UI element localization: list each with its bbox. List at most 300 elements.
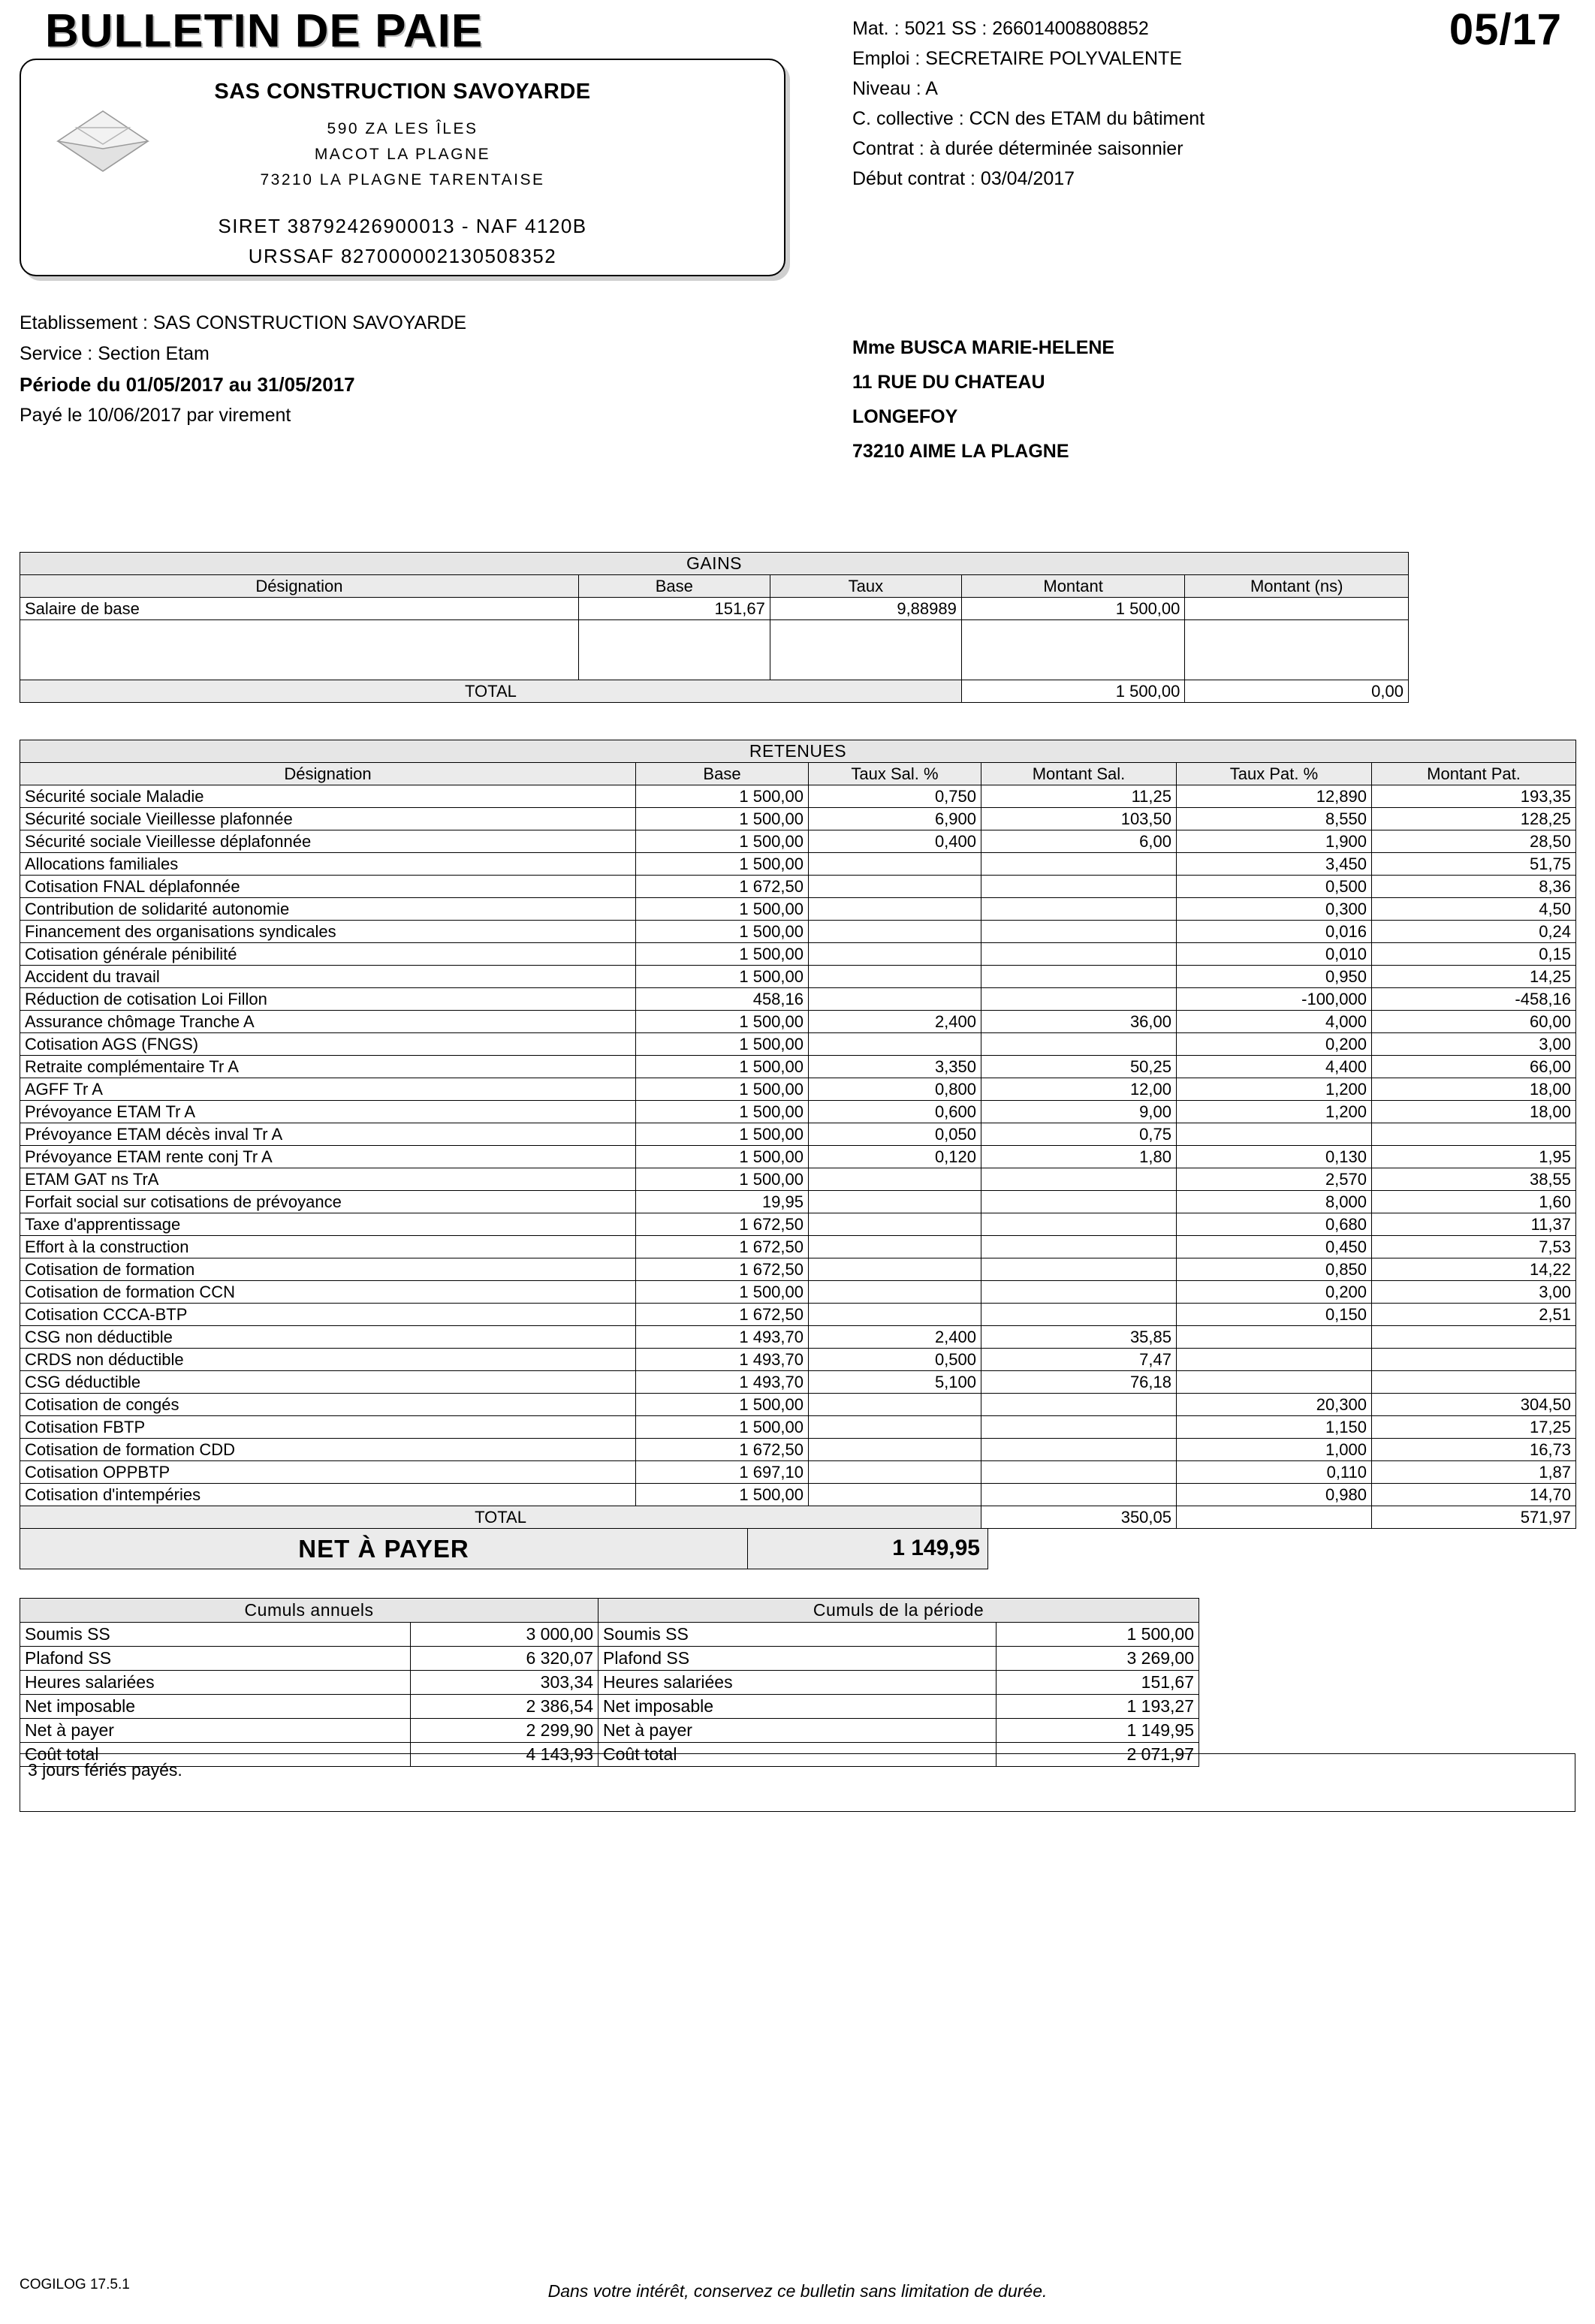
employee-info-line-1: Emploi : SECRETAIRE POLYVALENTE bbox=[852, 48, 1183, 69]
retenues-row-taux-sal: 0,600 bbox=[809, 1101, 981, 1123]
cumuls-annuel-label: Soumis SS bbox=[20, 1623, 411, 1647]
retenues-row-taux-sal bbox=[809, 1394, 981, 1416]
retenues-row-label: Prévoyance ETAM Tr A bbox=[20, 1101, 636, 1123]
gains-total-montant-ns: 0,00 bbox=[1185, 680, 1409, 703]
cumuls-annuel-label: Net imposable bbox=[20, 1695, 411, 1719]
cumuls-annuels-title: Cumuls annuels bbox=[20, 1599, 599, 1623]
retenues-section bbox=[20, 740, 1575, 1569]
retenues-row-base: 1 500,00 bbox=[636, 1033, 809, 1056]
company-urssaf: URSSAF 827000002130508352 bbox=[248, 245, 557, 267]
retenues-row-label: CSG déductible bbox=[20, 1371, 636, 1394]
retenues-row-montant-sal bbox=[981, 1484, 1177, 1506]
cumuls-periode-title: Cumuls de la période bbox=[599, 1599, 1199, 1623]
retenues-row-montant-sal bbox=[981, 1191, 1177, 1213]
establishment-service: Service : Section Etam bbox=[20, 343, 210, 364]
gains-col-montant-ns: Montant (ns) bbox=[1185, 575, 1409, 598]
cumuls-periode-value: 1 193,27 bbox=[996, 1695, 1199, 1719]
retenues-row-taux-sal: 6,900 bbox=[809, 808, 981, 830]
gains-spacer-2 bbox=[578, 620, 770, 680]
retenues-row-label: Cotisation de formation bbox=[20, 1258, 636, 1281]
table-row bbox=[20, 1326, 1576, 1349]
retenues-col-taux-pat: Taux Pat. % bbox=[1177, 763, 1372, 785]
retenues-row-base: 1 500,00 bbox=[636, 898, 809, 921]
retenues-row-taux-pat: 1,200 bbox=[1177, 1078, 1372, 1101]
retenues-row-base: 1 493,70 bbox=[636, 1326, 809, 1349]
retenues-col-base: Base bbox=[636, 763, 809, 785]
table-row bbox=[20, 1695, 1199, 1719]
retenues-row-base: 1 500,00 bbox=[636, 1416, 809, 1439]
retenues-row-label: Cotisation de formation CDD bbox=[20, 1439, 636, 1461]
retenues-row-label: Forfait social sur cotisations de prévoyance bbox=[20, 1191, 636, 1213]
company-siret: SIRET 38792426900013 - NAF 4120B bbox=[218, 215, 587, 237]
gains-spacer-3 bbox=[770, 620, 961, 680]
retenues-total-row bbox=[20, 1506, 1576, 1529]
retenues-row-taux-sal bbox=[809, 1439, 981, 1461]
table-row bbox=[20, 785, 1576, 808]
retenues-row-base: 1 500,00 bbox=[636, 966, 809, 988]
retenues-row-montant-pat: 11,37 bbox=[1372, 1213, 1576, 1236]
cumuls-annuel-value: 2 299,90 bbox=[411, 1719, 599, 1743]
retenues-row-montant-sal bbox=[981, 876, 1177, 898]
cumuls-periode-value: 2 071,97 bbox=[996, 1743, 1199, 1767]
table-row bbox=[20, 966, 1576, 988]
table-row bbox=[20, 1647, 1199, 1671]
retenues-row-base: 19,95 bbox=[636, 1191, 809, 1213]
retenues-row-taux-pat: 0,450 bbox=[1177, 1236, 1372, 1258]
retenues-row-taux-pat: 0,130 bbox=[1177, 1146, 1372, 1168]
retenues-section-title: RETENUES bbox=[20, 740, 1576, 763]
retenues-row-montant-pat: 28,50 bbox=[1372, 830, 1576, 853]
retenues-row-label: Contribution de solidarité autonomie bbox=[20, 898, 636, 921]
retenues-row-taux-pat: -100,000 bbox=[1177, 988, 1372, 1011]
retenues-row-taux-sal: 0,750 bbox=[809, 785, 981, 808]
retenues-row-taux-sal bbox=[809, 1461, 981, 1484]
retenues-row-base: 1 672,50 bbox=[636, 876, 809, 898]
retenues-row-montant-sal bbox=[981, 1213, 1177, 1236]
cumuls-annuel-value: 3 000,00 bbox=[411, 1623, 599, 1647]
establishment-period: Période du 01/05/2017 au 31/05/2017 bbox=[20, 373, 355, 396]
retenues-row-taux-sal: 3,350 bbox=[809, 1056, 981, 1078]
retenues-row-montant-pat: 304,50 bbox=[1372, 1394, 1576, 1416]
retenues-total-pat: 571,97 bbox=[1372, 1506, 1576, 1529]
table-row bbox=[20, 1719, 1199, 1743]
table-row bbox=[20, 1394, 1576, 1416]
retenues-row-base: 1 500,00 bbox=[636, 1011, 809, 1033]
table-row bbox=[20, 1281, 1576, 1304]
retenues-row-montant-pat: 0,15 bbox=[1372, 943, 1576, 966]
retenues-row-montant-sal bbox=[981, 1281, 1177, 1304]
company-box bbox=[20, 59, 785, 276]
retenues-row-taux-pat: 0,150 bbox=[1177, 1304, 1372, 1326]
employee-info-line-4: Contrat : à durée déterminée saisonnier bbox=[852, 138, 1183, 159]
table-row bbox=[20, 898, 1576, 921]
retenues-row-taux-sal: 0,500 bbox=[809, 1349, 981, 1371]
retenues-row-montant-pat: -458,16 bbox=[1372, 988, 1576, 1011]
retenues-row-base: 1 500,00 bbox=[636, 921, 809, 943]
retenues-col-montant-sal: Montant Sal. bbox=[981, 763, 1177, 785]
retenues-row-base: 1 500,00 bbox=[636, 1484, 809, 1506]
retenues-row-montant-sal bbox=[981, 1236, 1177, 1258]
retenues-row-montant-sal bbox=[981, 966, 1177, 988]
cumuls-table bbox=[20, 1598, 1199, 1767]
retenues-row-montant-pat: 17,25 bbox=[1372, 1416, 1576, 1439]
retenues-row-taux-pat bbox=[1177, 1349, 1372, 1371]
gains-section bbox=[20, 552, 1409, 703]
retenues-row-label: Assurance chômage Tranche A bbox=[20, 1011, 636, 1033]
retenues-row-taux-sal bbox=[809, 876, 981, 898]
table-row bbox=[20, 1101, 1576, 1123]
table-row bbox=[20, 921, 1576, 943]
retenues-row-label: Cotisation FNAL déplafonnée bbox=[20, 876, 636, 898]
gains-row-label: Salaire de base bbox=[20, 598, 579, 620]
retenues-row-base: 1 500,00 bbox=[636, 943, 809, 966]
table-row bbox=[20, 1123, 1576, 1146]
table-row bbox=[20, 1304, 1576, 1326]
retenues-col-designation: Désignation bbox=[20, 763, 636, 785]
retenues-row-montant-sal: 103,50 bbox=[981, 808, 1177, 830]
retenues-row-base: 1 697,10 bbox=[636, 1461, 809, 1484]
retenues-row-montant-pat: 14,22 bbox=[1372, 1258, 1576, 1281]
retenues-row-montant-pat: 18,00 bbox=[1372, 1101, 1576, 1123]
company-address-line2: MACOT LA PLAGNE bbox=[314, 146, 491, 163]
employee-contract-info bbox=[852, 14, 1205, 194]
table-row bbox=[20, 1461, 1576, 1484]
cumuls-body bbox=[20, 1623, 1199, 1767]
cumuls-annuel-label: Heures salariées bbox=[20, 1671, 411, 1695]
retenues-row-taux-pat: 20,300 bbox=[1177, 1394, 1372, 1416]
footer-legal-notice: Dans votre intérêt, conservez ce bulletin sans limitation de durée. bbox=[547, 2281, 1048, 2301]
retenues-row-montant-sal: 0,75 bbox=[981, 1123, 1177, 1146]
retenues-row-montant-pat: 1,60 bbox=[1372, 1191, 1576, 1213]
table-row bbox=[20, 988, 1576, 1011]
retenues-row-montant-pat: 193,35 bbox=[1372, 785, 1576, 808]
retenues-row-montant-sal bbox=[981, 1168, 1177, 1191]
retenues-row-base: 1 500,00 bbox=[636, 1123, 809, 1146]
table-row bbox=[20, 1484, 1576, 1506]
retenues-body bbox=[20, 785, 1576, 1506]
retenues-row-taux-sal bbox=[809, 966, 981, 988]
cumuls-annuel-label: Plafond SS bbox=[20, 1647, 411, 1671]
retenues-row-montant-sal bbox=[981, 898, 1177, 921]
cumuls-periode-label: Net à payer bbox=[599, 1719, 996, 1743]
table-row bbox=[20, 1033, 1576, 1056]
retenues-row-base: 1 672,50 bbox=[636, 1439, 809, 1461]
cumuls-periode-value: 1 149,95 bbox=[996, 1719, 1199, 1743]
retenues-row-base: 1 500,00 bbox=[636, 853, 809, 876]
retenues-row-taux-sal: 5,100 bbox=[809, 1371, 981, 1394]
table-row-spacer bbox=[20, 620, 1409, 680]
cumuls-periode-value: 1 500,00 bbox=[996, 1623, 1199, 1647]
retenues-row-label: Cotisation AGS (FNGS) bbox=[20, 1033, 636, 1056]
retenues-row-montant-pat: 38,55 bbox=[1372, 1168, 1576, 1191]
retenues-row-label: Retraite complémentaire Tr A bbox=[20, 1056, 636, 1078]
retenues-row-taux-sal bbox=[809, 853, 981, 876]
retenues-row-base: 1 500,00 bbox=[636, 1101, 809, 1123]
retenues-col-montant-pat: Montant Pat. bbox=[1372, 763, 1576, 785]
retenues-row-montant-sal bbox=[981, 1461, 1177, 1484]
retenues-row-base: 1 500,00 bbox=[636, 1056, 809, 1078]
retenues-total-blank bbox=[1177, 1506, 1372, 1529]
cumuls-periode-label: Plafond SS bbox=[599, 1647, 996, 1671]
table-row bbox=[20, 1146, 1576, 1168]
retenues-row-base: 1 672,50 bbox=[636, 1304, 809, 1326]
retenues-row-base: 1 672,50 bbox=[636, 1258, 809, 1281]
retenues-row-base: 1 493,70 bbox=[636, 1371, 809, 1394]
retenues-row-montant-sal: 7,47 bbox=[981, 1349, 1177, 1371]
retenues-row-taux-sal bbox=[809, 988, 981, 1011]
retenues-row-taux-sal bbox=[809, 1484, 981, 1506]
net-to-pay-value: 1 149,95 bbox=[747, 1529, 987, 1569]
retenues-row-taux-pat: 0,200 bbox=[1177, 1033, 1372, 1056]
cumuls-periode-label: Soumis SS bbox=[599, 1623, 996, 1647]
cumuls-periode-label: Heures salariées bbox=[599, 1671, 996, 1695]
recipient-name: Mme BUSCA MARIE-HELENE bbox=[852, 337, 1115, 358]
establishment-block bbox=[20, 308, 466, 431]
retenues-row-taux-pat: 0,680 bbox=[1177, 1213, 1372, 1236]
retenues-row-base: 1 493,70 bbox=[636, 1349, 809, 1371]
table-row bbox=[20, 1439, 1576, 1461]
retenues-row-base: 458,16 bbox=[636, 988, 809, 1011]
gains-col-taux: Taux bbox=[770, 575, 961, 598]
retenues-row-montant-pat: 3,00 bbox=[1372, 1033, 1576, 1056]
recipient-city: 73210 AIME LA PLAGNE bbox=[852, 441, 1069, 462]
table-row bbox=[20, 1078, 1576, 1101]
retenues-row-label: ETAM GAT ns TrA bbox=[20, 1168, 636, 1191]
retenues-row-montant-sal bbox=[981, 1304, 1177, 1326]
retenues-row-taux-pat bbox=[1177, 1371, 1372, 1394]
table-row bbox=[20, 1191, 1576, 1213]
retenues-row-base: 1 500,00 bbox=[636, 1146, 809, 1168]
retenues-row-taux-pat: 3,450 bbox=[1177, 853, 1372, 876]
cumuls-periode-value: 3 269,00 bbox=[996, 1647, 1199, 1671]
note-box: 3 jours fériés payés. bbox=[20, 1753, 1575, 1812]
retenues-row-taux-sal: 2,400 bbox=[809, 1326, 981, 1349]
gains-total-montant: 1 500,00 bbox=[961, 680, 1185, 703]
table-row bbox=[20, 1623, 1199, 1647]
retenues-row-montant-pat bbox=[1372, 1349, 1576, 1371]
company-address-line1: 590 ZA LES ÎLES bbox=[327, 120, 478, 137]
employee-info-line-0: Mat. : 5021 SS : 266014008808852 bbox=[852, 18, 1149, 39]
retenues-row-montant-sal: 9,00 bbox=[981, 1101, 1177, 1123]
retenues-total-label: TOTAL bbox=[20, 1506, 981, 1529]
cumuls-annuel-value: 303,34 bbox=[411, 1671, 599, 1695]
retenues-row-montant-pat bbox=[1372, 1123, 1576, 1146]
retenues-row-base: 1 500,00 bbox=[636, 1394, 809, 1416]
retenues-row-montant-pat: 1,87 bbox=[1372, 1461, 1576, 1484]
net-to-pay-row bbox=[20, 1529, 988, 1569]
company-address-line3: 73210 LA PLAGNE TARENTAISE bbox=[260, 171, 545, 188]
retenues-row-base: 1 672,50 bbox=[636, 1236, 809, 1258]
gains-row-montant: 1 500,00 bbox=[961, 598, 1185, 620]
retenues-row-label: Réduction de cotisation Loi Fillon bbox=[20, 988, 636, 1011]
retenues-row-taux-pat: 8,000 bbox=[1177, 1191, 1372, 1213]
retenues-row-montant-pat: 1,95 bbox=[1372, 1146, 1576, 1168]
retenues-row-montant-sal bbox=[981, 943, 1177, 966]
retenues-row-montant-sal bbox=[981, 853, 1177, 876]
retenues-row-taux-pat: 0,300 bbox=[1177, 898, 1372, 921]
retenues-row-montant-pat: 14,70 bbox=[1372, 1484, 1576, 1506]
table-row bbox=[20, 1371, 1576, 1394]
retenues-row-taux-pat: 4,000 bbox=[1177, 1011, 1372, 1033]
gains-row-taux: 9,88989 bbox=[770, 598, 961, 620]
retenues-row-label: Allocations familiales bbox=[20, 853, 636, 876]
employee-info-line-5: Début contrat : 03/04/2017 bbox=[852, 168, 1075, 189]
retenues-row-label: Cotisation générale pénibilité bbox=[20, 943, 636, 966]
retenues-row-montant-pat: 7,53 bbox=[1372, 1236, 1576, 1258]
table-row bbox=[20, 1168, 1576, 1191]
gains-spacer-1 bbox=[20, 620, 579, 680]
cumuls-annuel-value: 2 386,54 bbox=[411, 1695, 599, 1719]
net-to-pay-label: NET À PAYER bbox=[298, 1534, 469, 1563]
gains-section-title: GAINS bbox=[20, 553, 1409, 575]
retenues-row-label: CSG non déductible bbox=[20, 1326, 636, 1349]
cumuls-annuel-value: 4 143,93 bbox=[411, 1743, 599, 1767]
retenues-row-montant-sal bbox=[981, 921, 1177, 943]
cumuls-section bbox=[20, 1598, 1199, 1767]
retenues-row-montant-pat bbox=[1372, 1326, 1576, 1349]
retenues-row-montant-pat: 4,50 bbox=[1372, 898, 1576, 921]
retenues-row-montant-pat: 18,00 bbox=[1372, 1078, 1576, 1101]
document-header bbox=[0, 0, 1595, 308]
table-row bbox=[20, 1416, 1576, 1439]
retenues-row-taux-pat: 1,000 bbox=[1177, 1439, 1372, 1461]
retenues-row-taux-pat: 0,500 bbox=[1177, 876, 1372, 898]
retenues-row-taux-sal bbox=[809, 1416, 981, 1439]
retenues-row-taux-sal: 2,400 bbox=[809, 1011, 981, 1033]
retenues-row-label: Prévoyance ETAM décès inval Tr A bbox=[20, 1123, 636, 1146]
retenues-row-taux-pat: 12,890 bbox=[1177, 785, 1372, 808]
retenues-row-taux-pat: 0,950 bbox=[1177, 966, 1372, 988]
retenues-row-montant-sal: 6,00 bbox=[981, 830, 1177, 853]
retenues-row-taux-sal: 0,120 bbox=[809, 1146, 981, 1168]
retenues-row-montant-pat: 66,00 bbox=[1372, 1056, 1576, 1078]
table-row bbox=[20, 1213, 1576, 1236]
retenues-row-montant-pat: 60,00 bbox=[1372, 1011, 1576, 1033]
table-row bbox=[20, 1671, 1199, 1695]
retenues-row-montant-sal: 1,80 bbox=[981, 1146, 1177, 1168]
retenues-row-taux-pat: 8,550 bbox=[1177, 808, 1372, 830]
retenues-row-label: AGFF Tr A bbox=[20, 1078, 636, 1101]
retenues-row-base: 1 500,00 bbox=[636, 1281, 809, 1304]
retenues-row-label: Cotisation CCCA-BTP bbox=[20, 1304, 636, 1326]
cumuls-annuel-label: Coût total bbox=[20, 1743, 411, 1767]
cumuls-periode-value: 151,67 bbox=[996, 1671, 1199, 1695]
retenues-row-taux-sal bbox=[809, 1191, 981, 1213]
table-row bbox=[20, 1056, 1576, 1078]
retenues-row-base: 1 500,00 bbox=[636, 830, 809, 853]
retenues-row-taux-sal bbox=[809, 1258, 981, 1281]
table-row bbox=[20, 1258, 1576, 1281]
employee-info-line-3: C. collective : CCN des ETAM du bâtiment bbox=[852, 108, 1205, 129]
retenues-row-montant-sal: 36,00 bbox=[981, 1011, 1177, 1033]
retenues-row-taux-sal: 0,800 bbox=[809, 1078, 981, 1101]
table-row bbox=[20, 943, 1576, 966]
cumuls-annuel-label: Net à payer bbox=[20, 1719, 411, 1743]
retenues-row-taux-pat bbox=[1177, 1326, 1372, 1349]
retenues-row-taux-sal bbox=[809, 1304, 981, 1326]
retenues-row-taux-sal bbox=[809, 1213, 981, 1236]
retenues-row-montant-pat: 16,73 bbox=[1372, 1439, 1576, 1461]
cumuls-annuel-value: 6 320,07 bbox=[411, 1647, 599, 1671]
gains-row-montant-ns bbox=[1185, 598, 1409, 620]
retenues-row-label: Cotisation FBTP bbox=[20, 1416, 636, 1439]
retenues-row-label: Cotisation de formation CCN bbox=[20, 1281, 636, 1304]
employee-info-line-2: Niveau : A bbox=[852, 78, 938, 99]
retenues-row-montant-pat: 3,00 bbox=[1372, 1281, 1576, 1304]
gains-col-montant: Montant bbox=[961, 575, 1185, 598]
retenues-row-taux-sal bbox=[809, 1168, 981, 1191]
retenues-row-montant-pat: 2,51 bbox=[1372, 1304, 1576, 1326]
retenues-row-taux-pat bbox=[1177, 1123, 1372, 1146]
retenues-row-taux-pat: 1,200 bbox=[1177, 1101, 1372, 1123]
retenues-row-taux-pat: 0,850 bbox=[1177, 1258, 1372, 1281]
retenues-row-montant-pat: 128,25 bbox=[1372, 808, 1576, 830]
retenues-row-montant-sal: 76,18 bbox=[981, 1371, 1177, 1394]
retenues-row-montant-sal: 35,85 bbox=[981, 1326, 1177, 1349]
cumuls-periode-label: Coût total bbox=[599, 1743, 996, 1767]
retenues-row-taux-sal bbox=[809, 921, 981, 943]
retenues-row-taux-sal bbox=[809, 1281, 981, 1304]
retenues-row-label: Accident du travail bbox=[20, 966, 636, 988]
recipient-locality: LONGEFOY bbox=[852, 406, 958, 427]
retenues-row-taux-sal: 0,400 bbox=[809, 830, 981, 853]
retenues-row-taux-pat: 0,016 bbox=[1177, 921, 1372, 943]
retenues-row-label: Sécurité sociale Maladie bbox=[20, 785, 636, 808]
gains-col-base: Base bbox=[578, 575, 770, 598]
retenues-row-label: Financement des organisations syndicales bbox=[20, 921, 636, 943]
retenues-row-base: 1 500,00 bbox=[636, 1168, 809, 1191]
table-row bbox=[20, 1349, 1576, 1371]
retenues-table bbox=[20, 740, 1576, 1529]
footer-software-version: COGILOG 17.5.1 bbox=[20, 2277, 130, 2292]
retenues-row-taux-pat: 1,150 bbox=[1177, 1416, 1372, 1439]
retenues-row-label: Cotisation d'intempéries bbox=[20, 1484, 636, 1506]
retenues-row-taux-pat: 0,980 bbox=[1177, 1484, 1372, 1506]
retenues-row-montant-pat: 51,75 bbox=[1372, 853, 1576, 876]
retenues-row-montant-sal bbox=[981, 1258, 1177, 1281]
retenues-row-taux-sal bbox=[809, 1033, 981, 1056]
retenues-row-taux-sal bbox=[809, 943, 981, 966]
retenues-row-montant-sal: 50,25 bbox=[981, 1056, 1177, 1078]
retenues-row-base: 1 672,50 bbox=[636, 1213, 809, 1236]
recipient-address bbox=[852, 330, 1114, 469]
retenues-row-taux-pat: 1,900 bbox=[1177, 830, 1372, 853]
retenues-row-label: Sécurité sociale Vieillesse déplafonnée bbox=[20, 830, 636, 853]
gains-spacer-4 bbox=[961, 620, 1185, 680]
establishment-payment: Payé le 10/06/2017 par virement bbox=[20, 405, 291, 426]
retenues-row-taux-pat: 0,110 bbox=[1177, 1461, 1372, 1484]
page-title: BULLETIN DE PAIE bbox=[45, 5, 484, 57]
retenues-col-taux-sal: Taux Sal. % bbox=[809, 763, 981, 785]
retenues-row-taux-pat: 0,200 bbox=[1177, 1281, 1372, 1304]
retenues-row-montant-sal: 12,00 bbox=[981, 1078, 1177, 1101]
retenues-row-label: Effort à la construction bbox=[20, 1236, 636, 1258]
period-badge: 05/17 bbox=[1449, 5, 1562, 54]
retenues-row-label: Cotisation OPPBTP bbox=[20, 1461, 636, 1484]
table-row bbox=[20, 1236, 1576, 1258]
retenues-row-base: 1 500,00 bbox=[636, 808, 809, 830]
gains-spacer-5 bbox=[1185, 620, 1409, 680]
retenues-row-montant-sal bbox=[981, 1394, 1177, 1416]
retenues-row-montant-sal bbox=[981, 1439, 1177, 1461]
retenues-row-taux-sal bbox=[809, 1236, 981, 1258]
retenues-row-montant-pat: 8,36 bbox=[1372, 876, 1576, 898]
retenues-row-taux-pat: 2,570 bbox=[1177, 1168, 1372, 1191]
retenues-row-taux-pat: 4,400 bbox=[1177, 1056, 1372, 1078]
retenues-row-montant-pat bbox=[1372, 1371, 1576, 1394]
table-row bbox=[20, 853, 1576, 876]
retenues-row-montant-sal bbox=[981, 988, 1177, 1011]
